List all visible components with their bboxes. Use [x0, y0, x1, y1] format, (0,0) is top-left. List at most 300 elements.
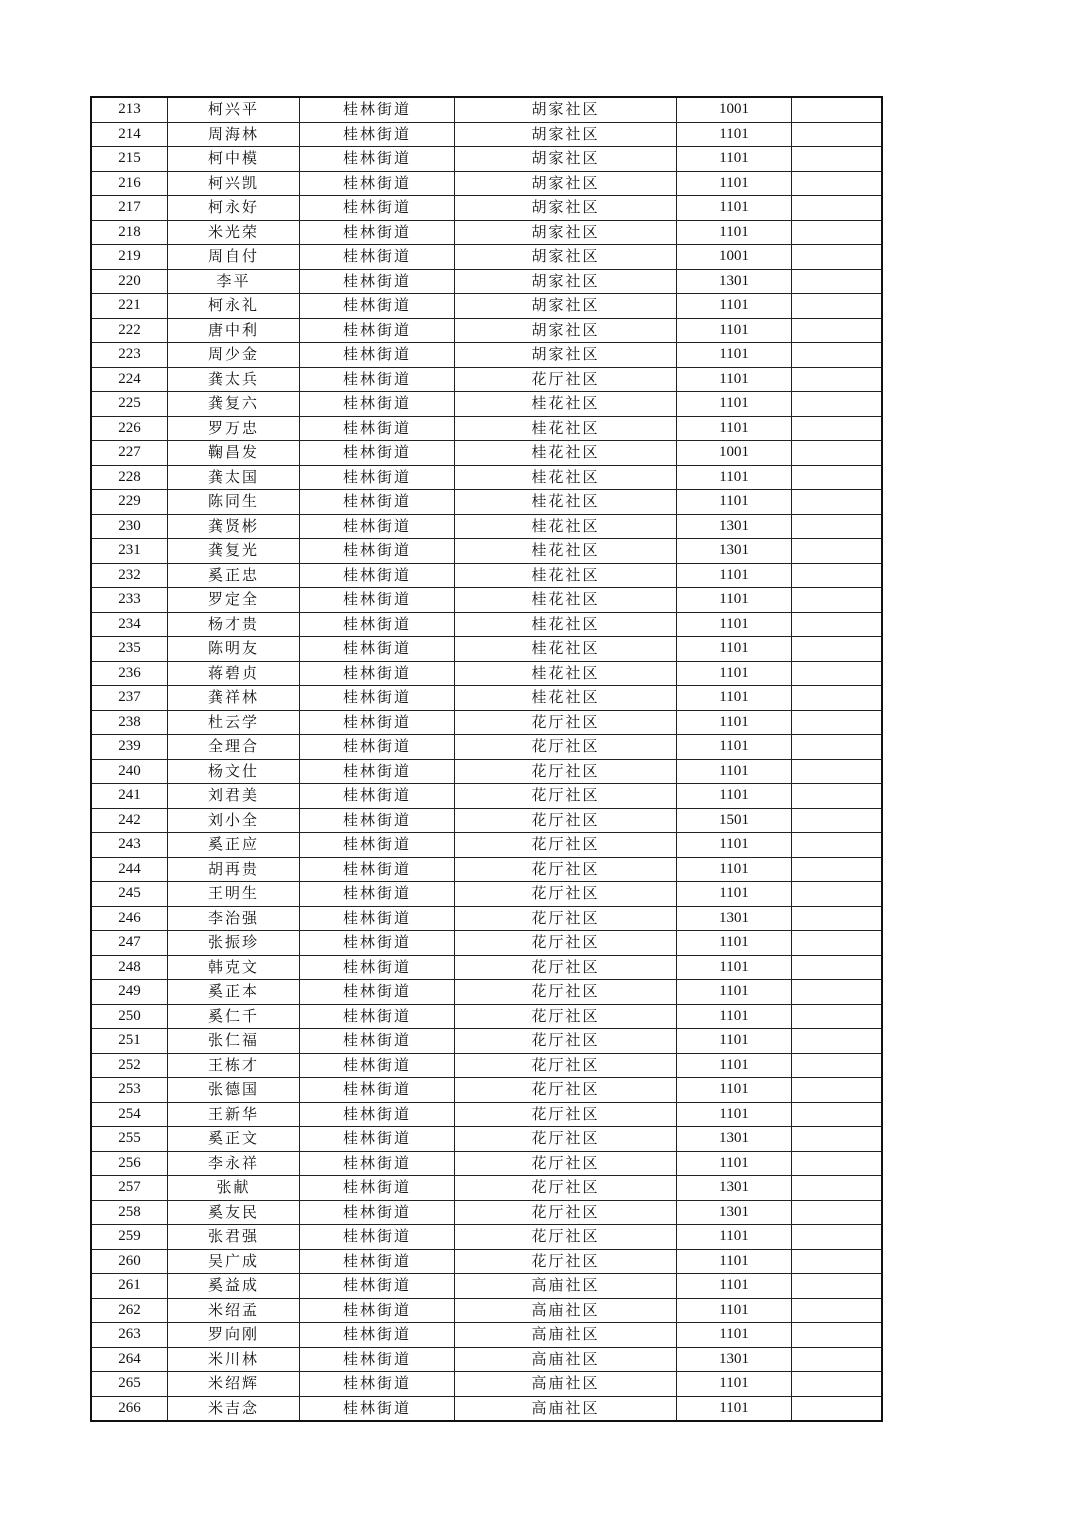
- note-cell: [792, 539, 883, 564]
- name-cell: 王栋才: [168, 1053, 300, 1078]
- street-cell: 桂林街道: [300, 1274, 455, 1299]
- table-row: [91, 857, 882, 882]
- street-cell: 桂林街道: [300, 588, 455, 613]
- community-cell: 高庙社区: [455, 1298, 677, 1323]
- note-cell: [792, 1298, 883, 1323]
- street-cell: 桂林街道: [300, 220, 455, 245]
- community-cell: 花厅社区: [455, 906, 677, 931]
- row-number-cell: 225: [91, 392, 168, 417]
- row-number-cell: 218: [91, 220, 168, 245]
- row-number-cell: 234: [91, 612, 168, 637]
- name-cell: 蒋碧贞: [168, 661, 300, 686]
- name-cell: 米光荣: [168, 220, 300, 245]
- community-cell: 花厅社区: [455, 710, 677, 735]
- community-cell: 胡家社区: [455, 220, 677, 245]
- code-cell: 1301: [677, 1347, 792, 1372]
- note-cell: [792, 245, 883, 270]
- table-row: [91, 686, 882, 711]
- name-cell: 张仁福: [168, 1029, 300, 1054]
- community-cell: 花厅社区: [455, 857, 677, 882]
- row-number-cell: 219: [91, 245, 168, 270]
- row-number-cell: 258: [91, 1200, 168, 1225]
- community-cell: 胡家社区: [455, 343, 677, 368]
- community-cell: 花厅社区: [455, 1151, 677, 1176]
- table-row: [91, 1396, 882, 1421]
- row-number-cell: 255: [91, 1127, 168, 1152]
- street-cell: 桂林街道: [300, 710, 455, 735]
- table-row: [91, 367, 882, 392]
- community-cell: 花厅社区: [455, 1078, 677, 1103]
- name-cell: 奚正忠: [168, 563, 300, 588]
- code-cell: 1101: [677, 833, 792, 858]
- code-cell: 1101: [677, 710, 792, 735]
- row-number-cell: 237: [91, 686, 168, 711]
- table-row: [91, 1225, 882, 1250]
- code-cell: 1101: [677, 588, 792, 613]
- name-cell: 柯永好: [168, 196, 300, 221]
- note-cell: [792, 171, 883, 196]
- row-number-cell: 244: [91, 857, 168, 882]
- community-cell: 桂花社区: [455, 392, 677, 417]
- community-cell: 花厅社区: [455, 808, 677, 833]
- community-cell: 胡家社区: [455, 171, 677, 196]
- table-row: [91, 1298, 882, 1323]
- community-cell: 桂花社区: [455, 416, 677, 441]
- note-cell: [792, 220, 883, 245]
- street-cell: 桂林街道: [300, 882, 455, 907]
- code-cell: 1301: [677, 514, 792, 539]
- street-cell: 桂林街道: [300, 1372, 455, 1397]
- row-number-cell: 221: [91, 294, 168, 319]
- code-cell: 1101: [677, 1029, 792, 1054]
- community-cell: 桂花社区: [455, 539, 677, 564]
- code-cell: 1101: [677, 416, 792, 441]
- street-cell: 桂林街道: [300, 122, 455, 147]
- note-cell: [792, 833, 883, 858]
- code-cell: 1001: [677, 245, 792, 270]
- note-cell: [792, 1102, 883, 1127]
- note-cell: [792, 563, 883, 588]
- community-cell: 桂花社区: [455, 465, 677, 490]
- name-cell: 龚复六: [168, 392, 300, 417]
- table-row: [91, 122, 882, 147]
- row-number-cell: 222: [91, 318, 168, 343]
- note-cell: [792, 686, 883, 711]
- street-cell: 桂林街道: [300, 1298, 455, 1323]
- table-row: [91, 882, 882, 907]
- table-row: [91, 1249, 882, 1274]
- community-cell: 花厅社区: [455, 1029, 677, 1054]
- street-cell: 桂林街道: [300, 1102, 455, 1127]
- code-cell: 1101: [677, 1078, 792, 1103]
- table-row: [91, 808, 882, 833]
- street-cell: 桂林街道: [300, 906, 455, 931]
- community-cell: 高庙社区: [455, 1396, 677, 1421]
- row-number-cell: 228: [91, 465, 168, 490]
- street-cell: 桂林街道: [300, 686, 455, 711]
- name-cell: 韩克文: [168, 955, 300, 980]
- name-cell: 杜云学: [168, 710, 300, 735]
- community-cell: 花厅社区: [455, 980, 677, 1005]
- street-cell: 桂林街道: [300, 441, 455, 466]
- row-number-cell: 235: [91, 637, 168, 662]
- street-cell: 桂林街道: [300, 1225, 455, 1250]
- street-cell: 桂林街道: [300, 245, 455, 270]
- street-cell: 桂林街道: [300, 612, 455, 637]
- table-row: [91, 171, 882, 196]
- row-number-cell: 223: [91, 343, 168, 368]
- note-cell: [792, 122, 883, 147]
- name-cell: 米川林: [168, 1347, 300, 1372]
- note-cell: [792, 1372, 883, 1397]
- note-cell: [792, 1029, 883, 1054]
- note-cell: [792, 1176, 883, 1201]
- street-cell: 桂林街道: [300, 539, 455, 564]
- name-cell: 罗向刚: [168, 1323, 300, 1348]
- row-number-cell: 230: [91, 514, 168, 539]
- name-cell: 杨文仕: [168, 759, 300, 784]
- community-cell: 花厅社区: [455, 367, 677, 392]
- row-number-cell: 265: [91, 1372, 168, 1397]
- street-cell: 桂林街道: [300, 1029, 455, 1054]
- name-cell: 奚友民: [168, 1200, 300, 1225]
- code-cell: 1101: [677, 196, 792, 221]
- row-number-cell: 245: [91, 882, 168, 907]
- table-row: [91, 490, 882, 515]
- code-cell: 1101: [677, 1298, 792, 1323]
- table-row: [91, 1127, 882, 1152]
- code-cell: 1101: [677, 637, 792, 662]
- note-cell: [792, 661, 883, 686]
- name-cell: 刘小全: [168, 808, 300, 833]
- code-cell: 1101: [677, 686, 792, 711]
- table-row: [91, 269, 882, 294]
- note-cell: [792, 1151, 883, 1176]
- table-row: [91, 318, 882, 343]
- note-cell: [792, 1004, 883, 1029]
- table-row: [91, 612, 882, 637]
- street-cell: 桂林街道: [300, 416, 455, 441]
- table-row: [91, 588, 882, 613]
- name-cell: 龚太兵: [168, 367, 300, 392]
- table-row: [91, 563, 882, 588]
- table-row: [91, 1323, 882, 1348]
- street-cell: 桂林街道: [300, 97, 455, 122]
- row-number-cell: 250: [91, 1004, 168, 1029]
- street-cell: 桂林街道: [300, 1127, 455, 1152]
- note-cell: [792, 759, 883, 784]
- code-cell: 1101: [677, 931, 792, 956]
- name-cell: 胡再贵: [168, 857, 300, 882]
- community-cell: 桂花社区: [455, 514, 677, 539]
- table-row: [91, 661, 882, 686]
- code-cell: 1101: [677, 318, 792, 343]
- name-cell: 周少金: [168, 343, 300, 368]
- row-number-cell: 254: [91, 1102, 168, 1127]
- street-cell: 桂林街道: [300, 514, 455, 539]
- note-cell: [792, 343, 883, 368]
- table-row: [91, 539, 882, 564]
- table-row: [91, 147, 882, 172]
- code-cell: 1101: [677, 563, 792, 588]
- table-row: [91, 1102, 882, 1127]
- street-cell: 桂林街道: [300, 661, 455, 686]
- table-row: [91, 514, 882, 539]
- code-cell: 1101: [677, 735, 792, 760]
- code-cell: 1101: [677, 980, 792, 1005]
- community-cell: 花厅社区: [455, 955, 677, 980]
- table-row: [91, 416, 882, 441]
- code-cell: 1101: [677, 1249, 792, 1274]
- street-cell: 桂林街道: [300, 465, 455, 490]
- row-number-cell: 227: [91, 441, 168, 466]
- community-cell: 桂花社区: [455, 588, 677, 613]
- name-cell: 全理合: [168, 735, 300, 760]
- community-cell: 桂花社区: [455, 612, 677, 637]
- name-cell: 奚正应: [168, 833, 300, 858]
- code-cell: 1101: [677, 1323, 792, 1348]
- note-cell: [792, 637, 883, 662]
- code-cell: 1101: [677, 784, 792, 809]
- code-cell: 1101: [677, 1102, 792, 1127]
- community-cell: 胡家社区: [455, 122, 677, 147]
- row-number-cell: 216: [91, 171, 168, 196]
- name-cell: 陈同生: [168, 490, 300, 515]
- street-cell: 桂林街道: [300, 490, 455, 515]
- code-cell: 1501: [677, 808, 792, 833]
- name-cell: 张君强: [168, 1225, 300, 1250]
- name-cell: 杨才贵: [168, 612, 300, 637]
- row-number-cell: 240: [91, 759, 168, 784]
- code-cell: 1101: [677, 1053, 792, 1078]
- community-cell: 胡家社区: [455, 196, 677, 221]
- street-cell: 桂林街道: [300, 1151, 455, 1176]
- note-cell: [792, 269, 883, 294]
- street-cell: 桂林街道: [300, 931, 455, 956]
- row-number-cell: 215: [91, 147, 168, 172]
- street-cell: 桂林街道: [300, 1200, 455, 1225]
- name-cell: 米绍辉: [168, 1372, 300, 1397]
- name-cell: 周海林: [168, 122, 300, 147]
- note-cell: [792, 1347, 883, 1372]
- code-cell: 1101: [677, 1274, 792, 1299]
- community-cell: 胡家社区: [455, 269, 677, 294]
- code-cell: 1101: [677, 392, 792, 417]
- community-cell: 花厅社区: [455, 1127, 677, 1152]
- row-number-cell: 217: [91, 196, 168, 221]
- street-cell: 桂林街道: [300, 147, 455, 172]
- code-cell: 1101: [677, 465, 792, 490]
- roster-table: [90, 96, 883, 1422]
- street-cell: 桂林街道: [300, 857, 455, 882]
- name-cell: 张德国: [168, 1078, 300, 1103]
- community-cell: 高庙社区: [455, 1323, 677, 1348]
- street-cell: 桂林街道: [300, 808, 455, 833]
- community-cell: 花厅社区: [455, 1053, 677, 1078]
- row-number-cell: 266: [91, 1396, 168, 1421]
- community-cell: 花厅社区: [455, 735, 677, 760]
- street-cell: 桂林街道: [300, 1323, 455, 1348]
- table-row: [91, 1029, 882, 1054]
- community-cell: 花厅社区: [455, 1004, 677, 1029]
- street-cell: 桂林街道: [300, 784, 455, 809]
- note-cell: [792, 490, 883, 515]
- community-cell: 胡家社区: [455, 97, 677, 122]
- name-cell: 鞠昌发: [168, 441, 300, 466]
- note-cell: [792, 612, 883, 637]
- code-cell: 1101: [677, 1396, 792, 1421]
- row-number-cell: 243: [91, 833, 168, 858]
- code-cell: 1101: [677, 955, 792, 980]
- community-cell: 胡家社区: [455, 245, 677, 270]
- name-cell: 唐中利: [168, 318, 300, 343]
- note-cell: [792, 1225, 883, 1250]
- community-cell: 桂花社区: [455, 490, 677, 515]
- table-row: [91, 833, 882, 858]
- table-row: [91, 392, 882, 417]
- table-row: [91, 980, 882, 1005]
- code-cell: 1101: [677, 612, 792, 637]
- row-number-cell: 260: [91, 1249, 168, 1274]
- row-number-cell: 241: [91, 784, 168, 809]
- name-cell: 张振珍: [168, 931, 300, 956]
- note-cell: [792, 441, 883, 466]
- street-cell: 桂林街道: [300, 318, 455, 343]
- name-cell: 罗定全: [168, 588, 300, 613]
- table-row: [91, 931, 882, 956]
- table-row: [91, 955, 882, 980]
- code-cell: 1101: [677, 1004, 792, 1029]
- row-number-cell: 236: [91, 661, 168, 686]
- community-cell: 高庙社区: [455, 1347, 677, 1372]
- code-cell: 1101: [677, 1225, 792, 1250]
- note-cell: [792, 416, 883, 441]
- table-row: [91, 710, 882, 735]
- street-cell: 桂林街道: [300, 1176, 455, 1201]
- name-cell: 龚太国: [168, 465, 300, 490]
- table-row: [91, 245, 882, 270]
- street-cell: 桂林街道: [300, 1078, 455, 1103]
- code-cell: 1301: [677, 1127, 792, 1152]
- name-cell: 奚正本: [168, 980, 300, 1005]
- table-row: [91, 1053, 882, 1078]
- row-number-cell: 259: [91, 1225, 168, 1250]
- name-cell: 陈明友: [168, 637, 300, 662]
- code-cell: 1001: [677, 441, 792, 466]
- community-cell: 花厅社区: [455, 759, 677, 784]
- name-cell: 李永祥: [168, 1151, 300, 1176]
- table-row: [91, 637, 882, 662]
- community-cell: 桂花社区: [455, 441, 677, 466]
- street-cell: 桂林街道: [300, 1004, 455, 1029]
- note-cell: [792, 1323, 883, 1348]
- row-number-cell: 251: [91, 1029, 168, 1054]
- table-row: [91, 735, 882, 760]
- community-cell: 胡家社区: [455, 318, 677, 343]
- code-cell: 1101: [677, 759, 792, 784]
- name-cell: 奚益成: [168, 1274, 300, 1299]
- code-cell: 1301: [677, 539, 792, 564]
- name-cell: 王明生: [168, 882, 300, 907]
- name-cell: 米吉念: [168, 1396, 300, 1421]
- note-cell: [792, 906, 883, 931]
- note-cell: [792, 318, 883, 343]
- row-number-cell: 224: [91, 367, 168, 392]
- row-number-cell: 242: [91, 808, 168, 833]
- name-cell: 柯兴平: [168, 97, 300, 122]
- table-row: [91, 441, 882, 466]
- row-number-cell: 252: [91, 1053, 168, 1078]
- community-cell: 花厅社区: [455, 882, 677, 907]
- community-cell: 花厅社区: [455, 1225, 677, 1250]
- street-cell: 桂林街道: [300, 171, 455, 196]
- row-number-cell: 226: [91, 416, 168, 441]
- row-number-cell: 229: [91, 490, 168, 515]
- note-cell: [792, 857, 883, 882]
- code-cell: 1101: [677, 171, 792, 196]
- row-number-cell: 257: [91, 1176, 168, 1201]
- code-cell: 1101: [677, 343, 792, 368]
- name-cell: 柯永礼: [168, 294, 300, 319]
- note-cell: [792, 980, 883, 1005]
- street-cell: 桂林街道: [300, 1347, 455, 1372]
- row-number-cell: 214: [91, 122, 168, 147]
- name-cell: 李治强: [168, 906, 300, 931]
- name-cell: 刘君美: [168, 784, 300, 809]
- name-cell: 龚复光: [168, 539, 300, 564]
- code-cell: 1301: [677, 1200, 792, 1225]
- note-cell: [792, 392, 883, 417]
- note-cell: [792, 882, 883, 907]
- note-cell: [792, 1274, 883, 1299]
- name-cell: 奚正文: [168, 1127, 300, 1152]
- table-row: [91, 1176, 882, 1201]
- table-row: [91, 759, 882, 784]
- code-cell: 1301: [677, 269, 792, 294]
- street-cell: 桂林街道: [300, 735, 455, 760]
- row-number-cell: 246: [91, 906, 168, 931]
- note-cell: [792, 784, 883, 809]
- note-cell: [792, 147, 883, 172]
- note-cell: [792, 1053, 883, 1078]
- note-cell: [792, 367, 883, 392]
- name-cell: 龚贤彬: [168, 514, 300, 539]
- row-number-cell: 232: [91, 563, 168, 588]
- community-cell: 胡家社区: [455, 294, 677, 319]
- name-cell: 奚仁千: [168, 1004, 300, 1029]
- code-cell: 1101: [677, 661, 792, 686]
- name-cell: 罗万忠: [168, 416, 300, 441]
- street-cell: 桂林街道: [300, 294, 455, 319]
- name-cell: 柯兴凯: [168, 171, 300, 196]
- street-cell: 桂林街道: [300, 392, 455, 417]
- row-number-cell: 233: [91, 588, 168, 613]
- street-cell: 桂林街道: [300, 1053, 455, 1078]
- code-cell: 1101: [677, 294, 792, 319]
- street-cell: 桂林街道: [300, 367, 455, 392]
- note-cell: [792, 196, 883, 221]
- code-cell: 1001: [677, 97, 792, 122]
- note-cell: [792, 1249, 883, 1274]
- name-cell: 米绍孟: [168, 1298, 300, 1323]
- name-cell: 龚祥林: [168, 686, 300, 711]
- street-cell: 桂林街道: [300, 1249, 455, 1274]
- community-cell: 花厅社区: [455, 833, 677, 858]
- name-cell: 柯中模: [168, 147, 300, 172]
- row-number-cell: 262: [91, 1298, 168, 1323]
- row-number-cell: 253: [91, 1078, 168, 1103]
- row-number-cell: 238: [91, 710, 168, 735]
